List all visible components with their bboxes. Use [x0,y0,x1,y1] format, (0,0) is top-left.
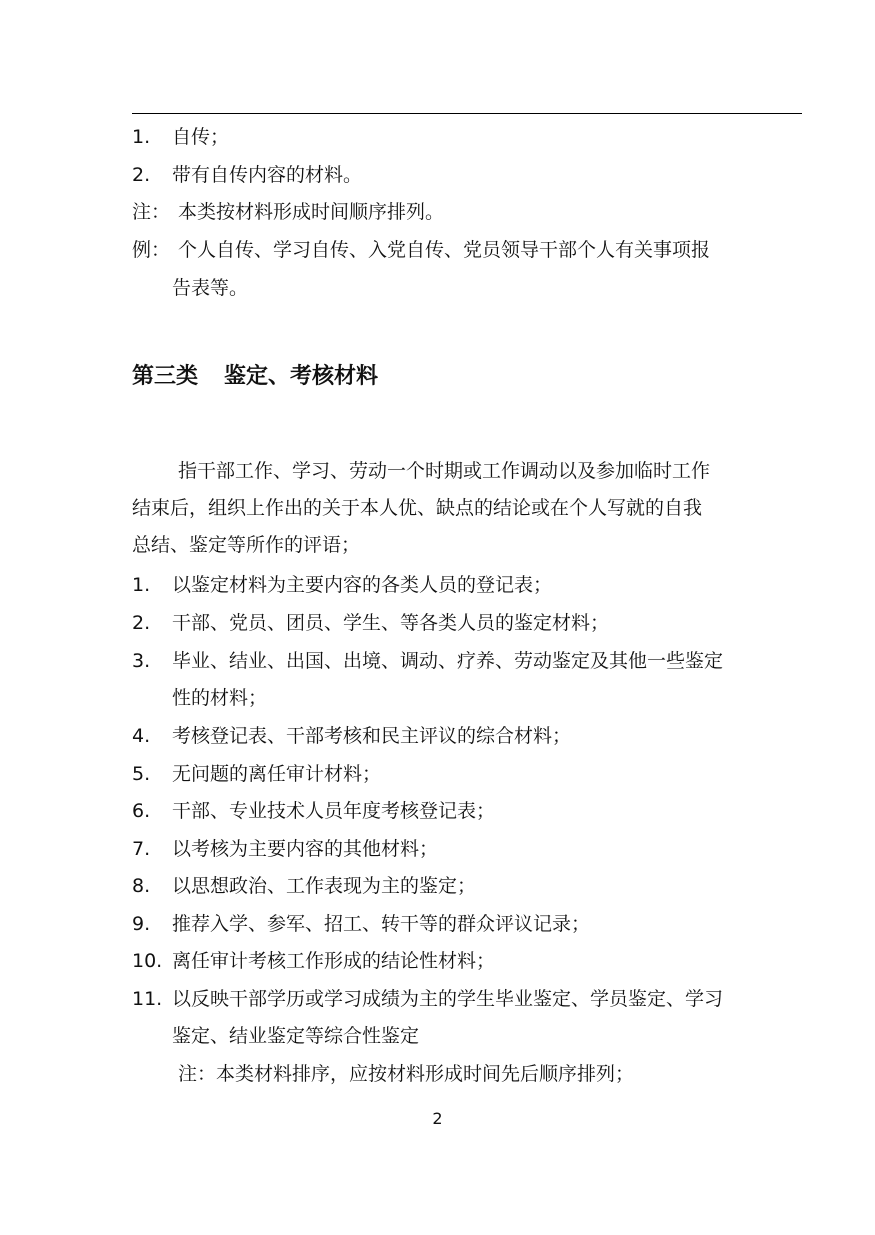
list-number: 2. [132,164,151,186]
list-text: 毕业、结业、出国、出境、调动、疗养、劳动鉴定及其他一些鉴定 [172,650,724,672]
list-number: 1. [132,126,151,148]
list-item [132,873,476,899]
list-text: 考核登记表、干部考核和民主评议的综合材料； [172,725,572,747]
list-text: 离任审计考核工作形成的结论性材料； [172,950,496,972]
example-continuation: 告表等。 [172,277,249,299]
list-text: 以鉴定材料为主要内容的各类人员的登记表； [172,574,553,596]
list-item [132,911,590,937]
list-item [132,610,609,636]
example-label: 例： [132,239,171,261]
list-number: 11. [132,988,163,1010]
list-text: 推荐入学、参军、招工、转干等的群众评议记录； [172,913,591,935]
list-item [132,986,723,1012]
list-number: 1. [132,574,151,596]
note-text: 本类按材料形成时间顺序排列。 [178,201,445,223]
list-number: 8. [132,875,151,897]
definition-line: 指干部工作、学习、劳动一个时期或工作调动以及参加临时工作 [178,460,711,482]
list-item [132,836,438,862]
definition-line: 总结、鉴定等所作的评语； [132,534,361,556]
note-label: 注： [132,201,171,223]
example-line [132,237,710,263]
closing-note: 注：本类材料排序，应按材料形成时间先后顺序排列； [178,1063,635,1085]
list-item [132,948,495,974]
list-number: 6. [132,800,151,822]
list-number: 5. [132,763,151,785]
list-item [132,648,723,674]
list-number: 4. [132,725,151,747]
list-item [132,798,495,824]
list-number: 2. [132,612,151,634]
list-number: 3. [132,650,151,672]
note-line [132,199,444,225]
list-item [132,761,381,787]
list-text: 以考核为主要内容的其他材料； [172,838,439,860]
list-number: 9. [132,913,151,935]
list-item [132,572,552,598]
list-text: 干部、党员、团员、学生、等各类人员的鉴定材料； [172,612,610,634]
list-number: 7. [132,838,151,860]
example-text: 个人自传、学习自传、入党自传、党员领导干部个人有关事项报 [178,239,711,261]
list-text: 带有自传内容的材料。 [172,164,363,186]
definition-paragraph [132,453,812,564]
definition-line: 结束后，组织上作出的关于本人优、缺点的结论或在个人写就的自我 [132,497,703,519]
list-continuation: 鉴定、结业鉴定等综合性鉴定 [172,1025,420,1047]
page-number: 2 [432,1109,443,1128]
list-text: 无问题的离任审计材料； [172,763,382,785]
list-item [132,723,571,749]
section-heading [132,362,378,392]
list-number: 10. [132,950,163,972]
list-item [132,162,362,188]
list-text: 以反映干部学历或学习成绩为主的学生毕业鉴定、学员鉴定、学习 [172,988,724,1010]
list-continuation: 性的材料； [172,687,268,709]
list-text: 以思想政治、工作表现为主的鉴定； [172,875,477,897]
list-text: 干部、专业技术人员年度考核登记表； [172,800,496,822]
list-item [132,124,229,150]
header-rule [132,113,802,114]
section-title: 鉴定、考核材料 [224,364,379,389]
section-category: 第三类 [132,364,199,389]
list-text: 自传； [172,126,230,148]
